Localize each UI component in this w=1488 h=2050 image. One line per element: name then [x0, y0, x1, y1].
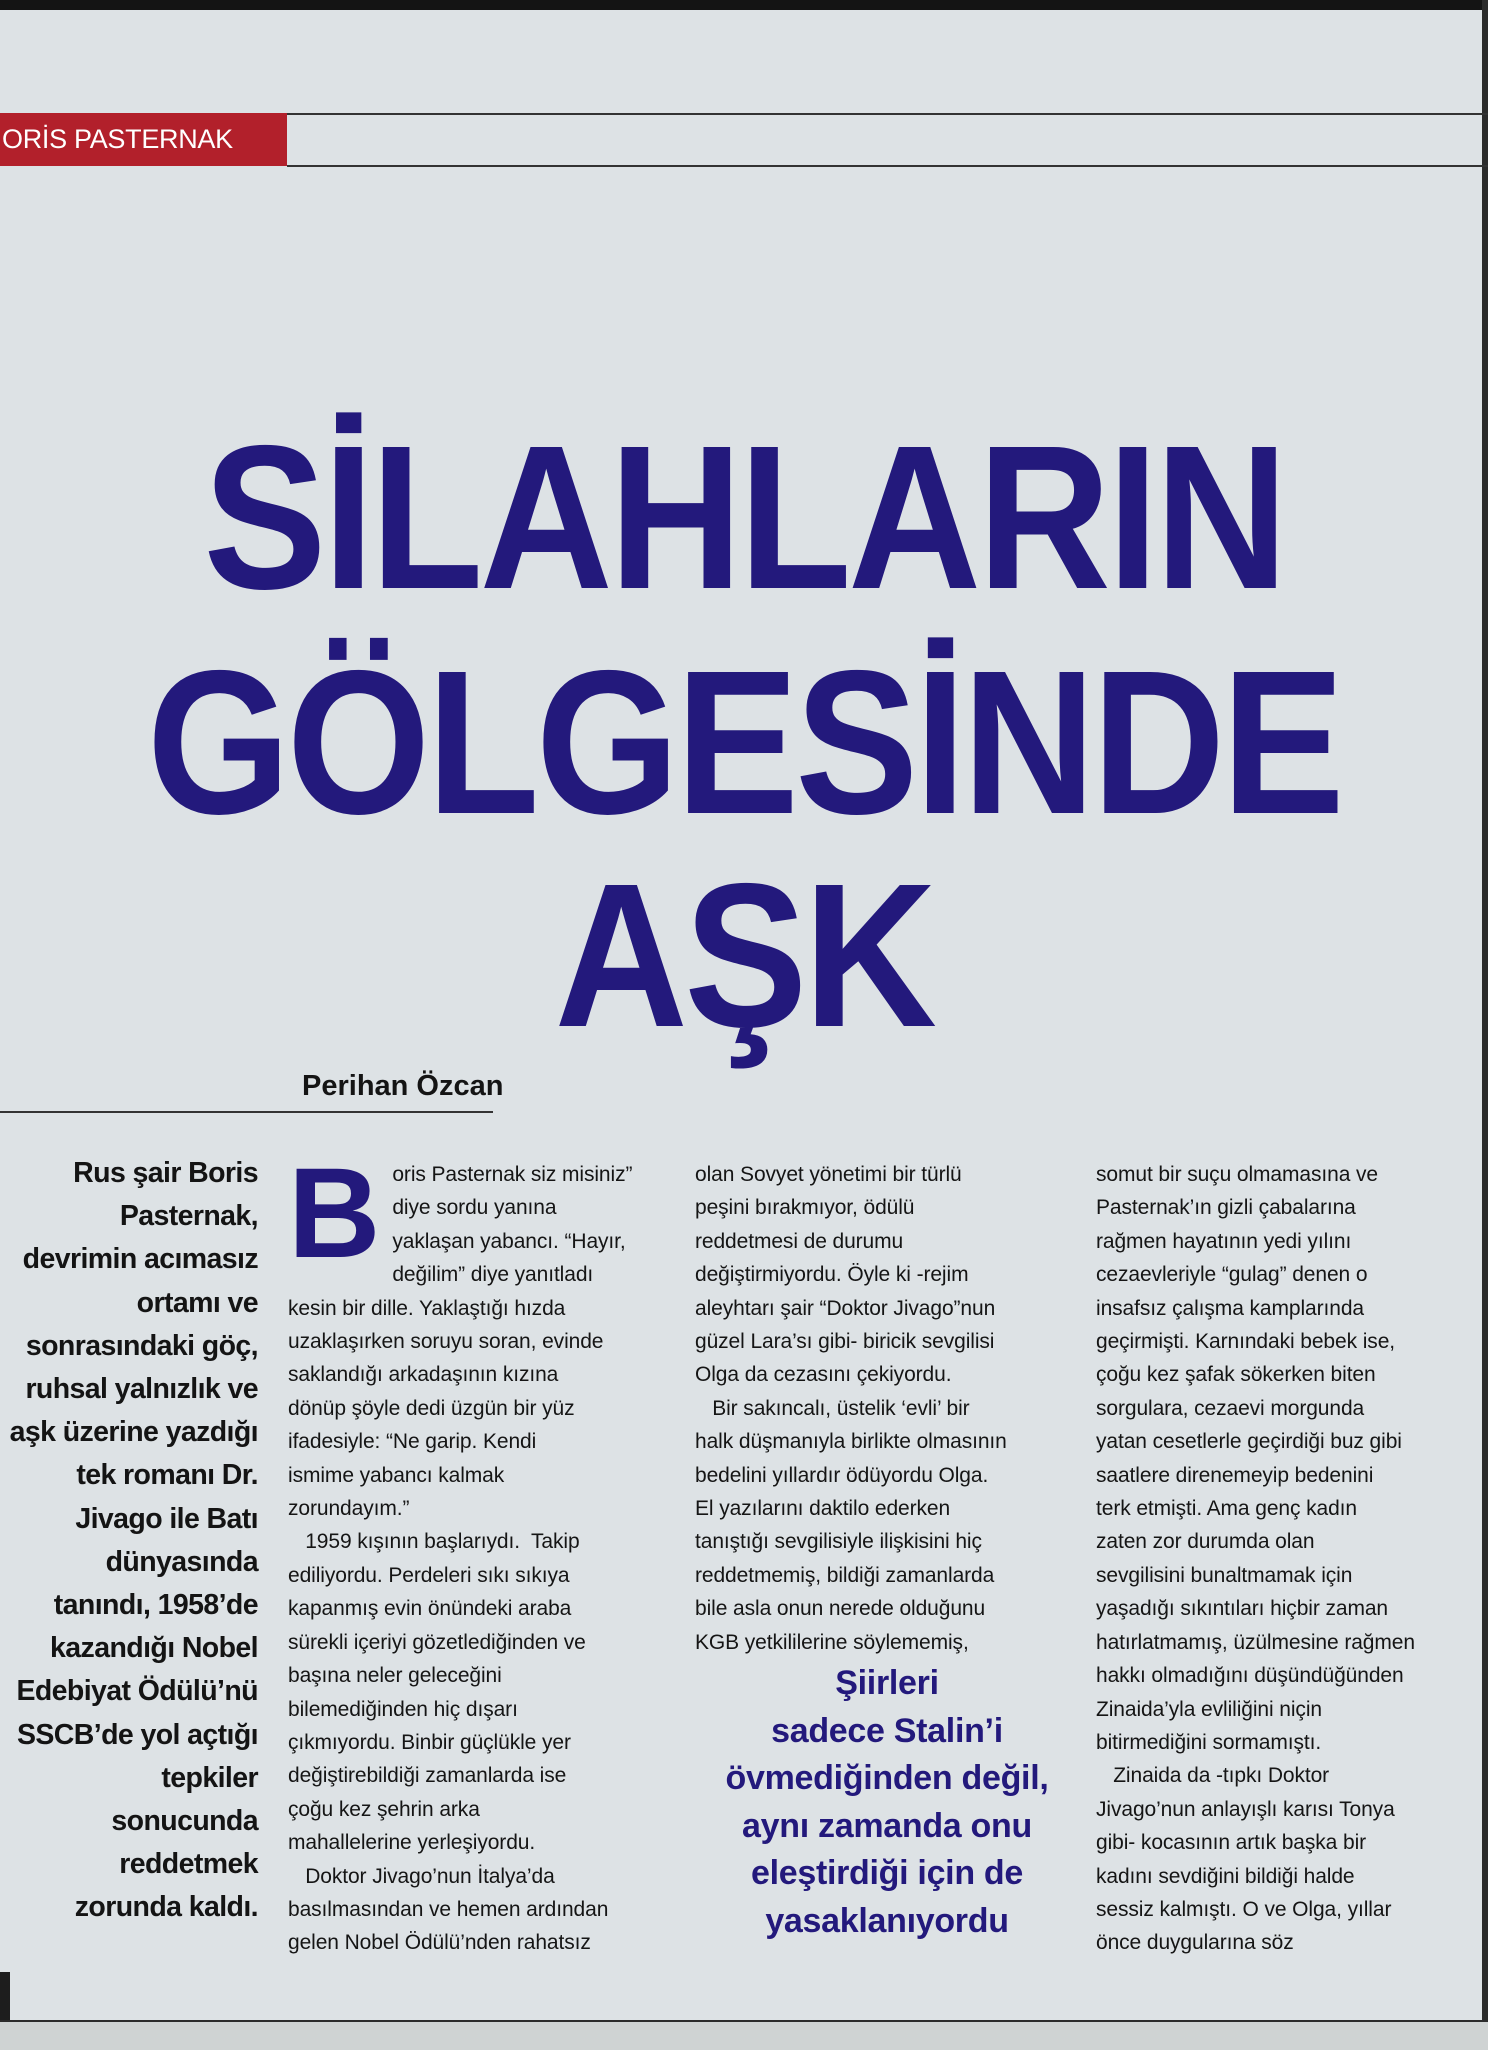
- body-text-line: geçirmişti. Karnındaki bebek ise,: [1096, 1330, 1396, 1354]
- page-number-marker: [0, 1972, 10, 2020]
- body-text-line: KGB yetkililerine söylememiş,: [695, 1630, 969, 1654]
- body-text-line: peşini bırakmıyor, ödülü: [695, 1196, 915, 1220]
- intro-line: SSCB’de yol açtığı: [16, 1718, 258, 1751]
- body-text-line: sessiz kalmıştı. O ve Olga, yıllar: [1096, 1897, 1392, 1921]
- body-text-line: çoğu kez şehrin arka: [288, 1797, 480, 1821]
- body-text-line: oris Pasternak siz misiniz”: [392, 1163, 633, 1186]
- body-text-line: Olga da cezasını çekiyordu.: [695, 1363, 952, 1387]
- body-text-line: değilim” diye yanıtladı: [392, 1263, 594, 1287]
- intro-line: aşk üzerine yazdığı: [9, 1416, 258, 1449]
- intro-line: Edebiyat Ödülü’nü: [16, 1675, 258, 1708]
- body-text-line: bedelini yıllardır ödüyordu Olga.: [695, 1463, 989, 1487]
- body-text-line: mahallelerine yerleşiyordu.: [288, 1831, 536, 1855]
- body-text-line: çoğu kez şafak sökerken biten: [1096, 1363, 1376, 1387]
- body-text-line: Pasternak’ın gizli çabalarına: [1096, 1196, 1356, 1220]
- body-text-line: Zinaida da -tıpkı Doktor: [1096, 1764, 1330, 1788]
- header-rule-bottom: [287, 165, 1488, 167]
- pull-quote-line: övmediğinden değil,: [725, 1759, 1049, 1797]
- intro-line: tanındı, 1958’de: [53, 1589, 258, 1622]
- body-text-line: kadını sevdiğini bildiği halde: [1096, 1864, 1355, 1888]
- body-text-line: uzaklaşırken soruyu soran, evinde: [288, 1330, 604, 1354]
- body-text-line: aleyhtarı şair “Doktor Jivago”nun: [695, 1296, 996, 1320]
- article-column-1: [288, 1142, 668, 1960]
- article-column-2: [695, 1158, 1075, 1659]
- body-text-line: ismime yabancı kalmak: [288, 1463, 505, 1487]
- body-text-line: kapanmış evin önündeki araba: [288, 1597, 572, 1621]
- headline-line-1: SİLAHLARIN: [203, 403, 1285, 632]
- pull-quote-line: yasaklanıyordu: [765, 1901, 1009, 1940]
- intro-line: devrimin acımasız: [22, 1243, 258, 1276]
- body-text-line: zaten zor durumda olan: [1096, 1530, 1315, 1554]
- intro-line: ortamı ve: [136, 1286, 258, 1319]
- intro-line: dünyasında: [105, 1545, 258, 1578]
- body-text-line: sevgilisini bunaltmamak için: [1096, 1563, 1353, 1587]
- body-text-line: halk düşmanıyla birlikte olmasının: [695, 1430, 1007, 1454]
- body-text-line: sürekli içeriyi gözetlediğinden ve: [288, 1630, 586, 1654]
- body-text-line: yatan cesetlerle geçirdiği buz gibi: [1096, 1430, 1402, 1454]
- article-column-3: [1096, 1158, 1476, 1960]
- page-bottom-edge: [0, 2020, 1488, 2050]
- body-text-line: hakkı olmadığını düşündüğünden: [1096, 1664, 1404, 1688]
- body-text-line: kesin bir dille. Yaklaştığı hızda: [288, 1296, 566, 1320]
- intro-line: tek romanı Dr.: [76, 1459, 258, 1492]
- body-text-line: saatlere direnemeyip bedenini: [1096, 1463, 1374, 1487]
- body-text-line: çıkmıyordu. Binbir güçlükle yer: [288, 1730, 571, 1754]
- body-text-line: hatırlatmamış, üzülmesine rağmen: [1096, 1630, 1415, 1654]
- body-text-line: 1959 kışının başlarıydı. Takip: [288, 1530, 580, 1554]
- pull-quote-line: eleştirdiği için de: [750, 1854, 1024, 1892]
- body-text-line: yaklaşan yabancı. “Hayır,: [392, 1229, 626, 1253]
- body-text-line: yaşadığı sıkıntıları hiçbir zaman: [1096, 1597, 1388, 1621]
- body-text-line: somut bir suçu olmamasına ve: [1096, 1163, 1378, 1186]
- body-text-line: Bir sakıncalı, üstelik ‘evli’ bir: [695, 1396, 970, 1420]
- headline-line-3: AŞK: [554, 841, 934, 1070]
- pull-quote-line: Şiirleri: [835, 1664, 939, 1702]
- body-text-line: ifadesiyle: “Ne garip. Kendi: [288, 1430, 537, 1454]
- body-text-line: terk etmişti. Ama genç kadın: [1096, 1497, 1357, 1521]
- body-text-line: gibi- kocasının artık başka bir: [1096, 1831, 1367, 1855]
- body-text-line: rağmen hayatının yedi yılını: [1096, 1229, 1352, 1253]
- pull-quote-line: aynı zamanda onu: [742, 1806, 1032, 1845]
- body-text-line: saklandığı arkadaşının kızına: [288, 1363, 559, 1387]
- intro-line: reddetmek: [119, 1848, 258, 1881]
- intro-line: Pasternak,: [119, 1200, 258, 1233]
- body-text-line: insafsız çalışma kamplarında: [1096, 1296, 1364, 1320]
- body-text-line: tanıştığı sevgilisiyle ilişkisini hiç: [695, 1530, 982, 1554]
- body-text-line: reddetmesi de durumu: [695, 1229, 904, 1253]
- body-text-line: cezaevleriyle “gulag” denen o: [1096, 1263, 1368, 1287]
- intro-summary: [0, 1152, 258, 1930]
- body-text-line: değiştirmiyordu. Öyle ki -rejim: [695, 1263, 969, 1287]
- body-text-line: dönüp şöyle dedi üzgün bir yüz: [288, 1396, 575, 1420]
- body-text-line: El yazılarını daktilo ederken: [695, 1497, 951, 1521]
- body-text-line: ediliyordu. Perdeleri sıkı sıkıya: [288, 1563, 570, 1587]
- headline-line-2: GÖLGESİNDE: [146, 628, 1342, 857]
- body-text-line: bitirmediğini sormamıştı.: [1096, 1730, 1322, 1754]
- intro-line: ruhsal yalnızlık ve: [25, 1373, 258, 1406]
- intro-line: Rus şair Boris: [73, 1157, 258, 1189]
- intro-line: kazandığı Nobel: [50, 1632, 258, 1665]
- body-text-line: değiştirebildiği zamanlarda ise: [288, 1764, 567, 1788]
- scan-top-edge: [0, 0, 1488, 10]
- intro-line: zorunda kaldı.: [74, 1891, 258, 1924]
- pull-quote: [697, 1660, 1077, 1945]
- author-byline: Perihan Özcan: [302, 1070, 504, 1102]
- drop-cap: B: [288, 1142, 381, 1285]
- intro-line: sonrasındaki göç,: [25, 1329, 258, 1362]
- body-text-line: bilemediğinden hiç dışarı: [288, 1697, 518, 1721]
- intro-line: tepkiler: [161, 1761, 258, 1794]
- body-text-line: Doktor Jivago’nun İtalya’da: [288, 1864, 555, 1888]
- header-rule-top: [287, 113, 1488, 115]
- body-text-line: olan Sovyet yönetimi bir türlü: [695, 1163, 962, 1186]
- body-text-line: basılmasından ve hemen ardından: [288, 1897, 609, 1921]
- body-text-line: Zinaida’yla evliliğini niçin: [1096, 1697, 1322, 1721]
- section-label: ORİS PASTERNAK: [0, 113, 287, 166]
- body-text-line: sorgulara, cezaevi morgunda: [1096, 1396, 1365, 1420]
- body-text-line: Jivago’nun anlayışlı karısı Tonya: [1096, 1797, 1395, 1821]
- pull-quote-line: sadece Stalin’i: [771, 1711, 1003, 1750]
- body-text-line: bile asla onun nerede olduğunu: [695, 1597, 986, 1621]
- intro-line: Jivago ile Batı: [75, 1502, 258, 1535]
- scan-right-edge: [1482, 0, 1488, 2048]
- byline-rule: [0, 1111, 493, 1113]
- body-text-line: önce duygularına söz: [1096, 1931, 1294, 1955]
- body-text-line: başına neler geleceğini: [288, 1664, 502, 1688]
- body-text-line: zorundayım.”: [288, 1497, 410, 1521]
- body-text-line: diye sordu yanına: [392, 1196, 557, 1220]
- body-text-line: gelen Nobel Ödülü’nden rahatsız: [288, 1931, 591, 1955]
- body-text-line: reddetmemiş, bildiği zamanlarda: [695, 1563, 995, 1587]
- intro-line: sonucunda: [111, 1805, 258, 1838]
- body-text-line: güzel Lara’sı gibi- biricik sevgilisi: [695, 1330, 995, 1354]
